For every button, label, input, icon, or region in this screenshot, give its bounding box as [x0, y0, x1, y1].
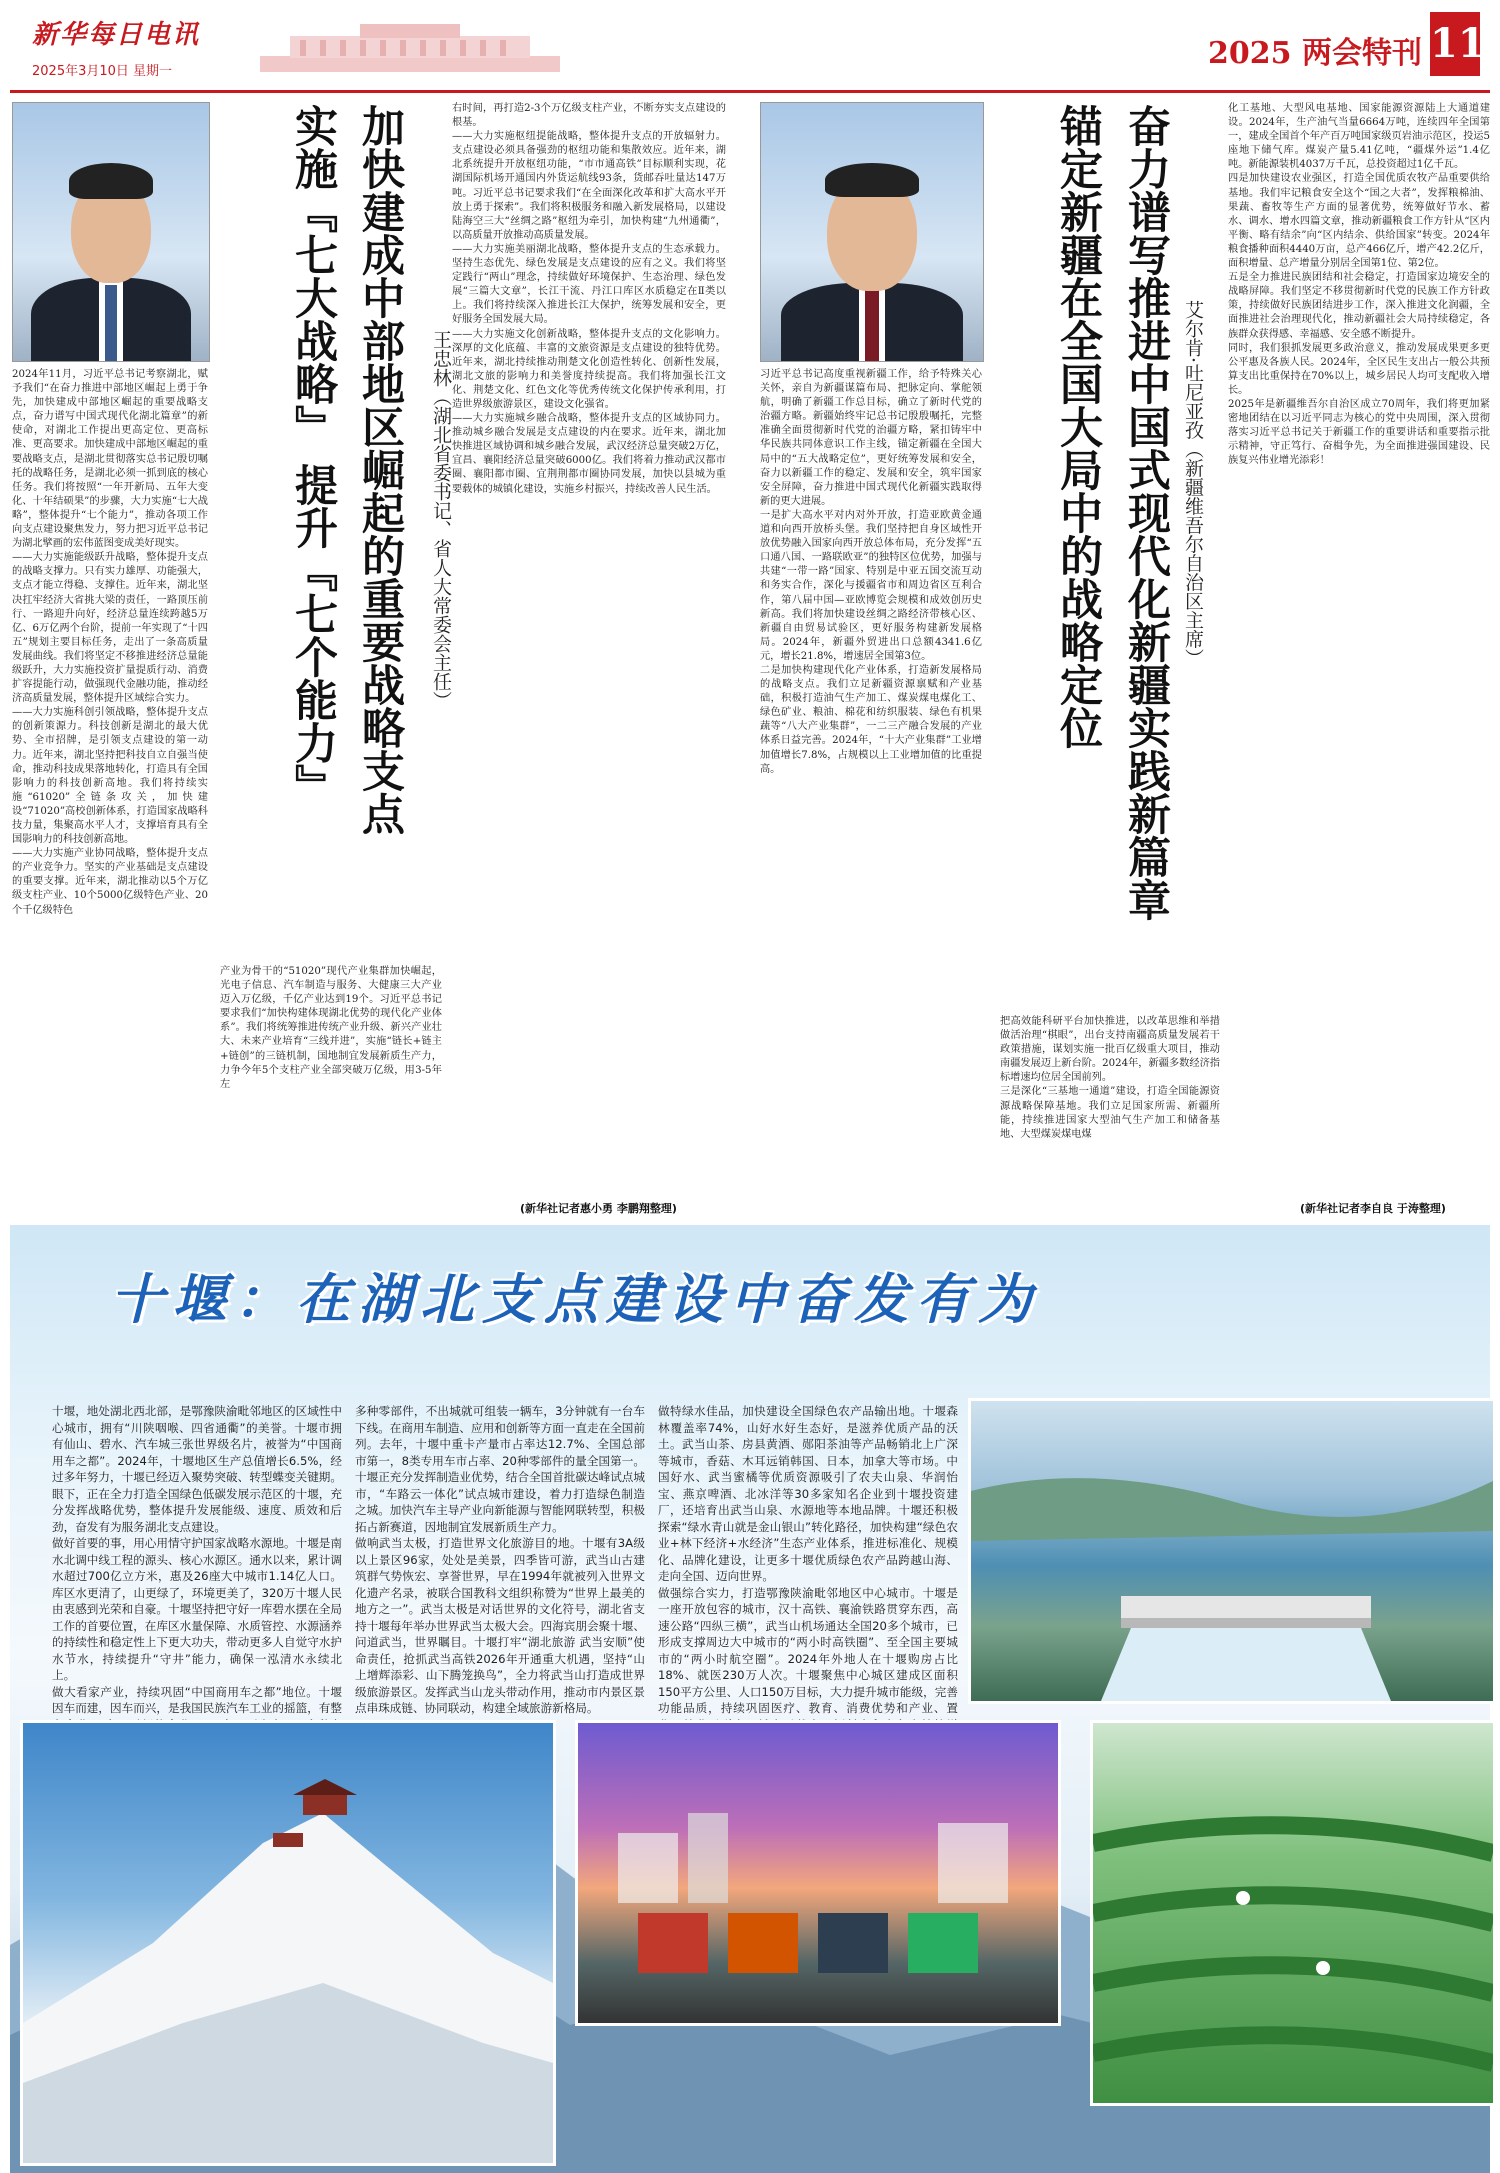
great-hall-icon — [250, 6, 570, 76]
newspaper-logo: 新华每日电讯 — [32, 20, 201, 50]
article1-credit: (新华社记者惠小勇 李鹏翔整理) — [520, 1202, 677, 1215]
reservoir-dam-photo — [968, 1398, 1496, 1704]
feature-column-2: 多种零部件，不出城就可组装一辆车，3分钟就有一台车下线。在商用车制造、应用和创新等方面一直走在全国前列。去年，十堰中重卡产量市占率达12.7%、全国总部市第一，8类专用车市占率、20种零部件的量全国第一。十堰正充分发挥制造业优势，结合全国首批碳达峰试点城市，“车路云一体化”试点城市建设，着力打造绿色制造之城。加快汽车主导产业向新能源与智能网联转型，积极拓占新赛道，因地制宜发展新质生产力。 做响武当太极，打造世界文化旅游目的地。十堰有3A级以上景区96家，处处是美景，四季皆可游，武当山古建筑群气势恢宏、享誉世界，早在1994年就被列入世界文化遗产名录，被联合国教科文组织称赞为“世界上最美的地方之一”。武当太极是对话世界的文化符号，湖北省支持十堰每年举办世界武当太极大会。四海宾朋会聚十堰、问道武当，世界瞩目。十堰打牢“湖北旅游 武当安顺”使命责任，抢抓武当高铁2026年开通重大机遇，坚持“山上增辉添彩、山下腾笼换鸟”，全力将武当山打造成世界级旅游景区。发挥武当山龙头带动作用，推动市内景区景点串珠成链、协同联动，构建全域旅游新格局。 — [355, 1404, 645, 1715]
feature-title: 十堰：在湖北支点建设中奋发有为 — [110, 1268, 1040, 1331]
article1-title-line-2: 实施『七大战略』 提升『七个能力』 — [288, 104, 338, 807]
tea-plantation-photo — [1090, 1720, 1496, 2106]
portrait-wang-zhonglin — [12, 102, 210, 362]
article2-author: 艾尔肯·吐尼亚孜（新疆维吾尔自治区主席） — [1182, 300, 1204, 668]
feature-column-1: 十堰，地处湖北西北部，是鄂豫陕渝毗邻地区的区域性中心城市，拥有“川陕咽喉、四省通衢”的美誉。十堰市拥有仙山、碧水、汽车城三张世界级名片，被誉为“中国商用车之都”。2024年，十堰地区生产总值增长6.5%，经过多年努力，十堰已经迈入聚势突破、转型蝶变关键期。眼下，正在全力打造全国绿色低碳发展示范区的十堰，充分发挥战略优势，整体提升发展能级、速度、质效和后劲，奋发有为服务湖北支点建设。 做好首要的事，用心用情守护国家战略水源地。十堰是南水北调中线工程的源头、核心水源区。通水以来，累计调水超过700亿立方米，惠及26座大中城市1.14亿人口。库区水更清了，山更绿了，环境更美了，320万十堰人民由衷感到光荣和自豪。十堰坚持把守好一库碧水摆在全局工作的首要位置，在库区水量保障、水质管控、水源涵养的持续性和稳定性上下更大功夫，带动更多人自觉守水护水节水，持续提升“守井”能力，确保一泓清水永续北上。 做大看家产业，持续巩固“中国商用车之都”地位。十堰因车而建，因车而兴，是我国民族汽车工业的摇篮，有整 — [52, 1404, 342, 1715]
article2-title-line-2: 锚定新疆在全国大局中的战略定位 — [1053, 104, 1103, 749]
article2-column-1: 习近平总书记高度重视新疆工作，给予特殊关心关怀，亲自为新疆谋篇布局、把脉定向、掌舵领航，明确了新疆工作总目标，确立了新时代党的治疆方略。新疆始终牢记总书记殷殷嘱托，完整准确全面贯彻新时代党的治疆方略，紧扣铸牢中华民族共同体意识工作主线，锚定新疆在全国大局中的“五大战略定位”，更好统筹发展和安全，奋力以新疆工作的稳定、发展和安全，筑牢国家安全屏障，奋力推进中国式现代化新疆实践取得新的更大进展。 一是扩大高水平对内对外开放，打造亚欧黄金通道和向西开放桥头堡。我们坚持把自身区域性开放优势融入国家向西开放总体布局，充分发挥“五口通八国、一路联欧亚”的独特区位优势，加强与共建“一带一路”国家、特别是中亚五国交流互动和务实合作，深化与援疆省市和周边省区互利合作，第八届中国—亚欧博览会规模和成效创历史新高。我们将加快建设丝绸之路经济带核心区、新疆自由贸易试验区，更好服务构建新发展格局。2024年，新疆外贸进出口总额4341.6亿元，增长21.8%，增速居全国第3位。 二是加快构建现代化产业体系，打造新发展格局的战略支点。我们立足新疆资源禀赋和产业基础，积极打造油气生产加工、煤炭煤电煤化工、绿色矿业、粮油、棉花和纺织服装、绿色有机果蔬等“八大产业集群”，一二三产融合发展的产业体系日益完善。2024年，“十大产业集群”工业增加值增长7.8%，占规模以上工业增加值的比重提高。 — [760, 369, 982, 775]
section-title: 2025 两会特刊 — [1208, 36, 1422, 71]
feature-column-3: 做特绿水佳品，加快建设全国绿色农产品输出地。十堰森林覆盖率74%，山好水好生态好，是滋养优质产品的沃土。武当山茶、房县黄酒、郧阳茶油等产品畅销北上广深等城市，香菇、木耳远销韩国、日本，加拿大等市场。中国好水、武当蜜橘等优质资源吸引了农夫山泉、华润怡宝、燕京啤酒、北冰洋等30多家知名企业到十堰投资建厂，还培育出武当山泉、水源地等本地品牌。十堰还积极探索“绿水青山就是金山银山”转化路径，加快构建“绿色农业+林下经济+水经济”生态产业体系，推进标准化、规模化、品牌化建设，让更多十堰优质绿色农产品跨越山海、走向全国、迈向世界。 做强综合实力，打造鄂豫陕渝毗邻地区中心城市。十堰是一座开放包容的城市，汉十高铁、襄渝铁路贯穿东西，高速公路“四纵三横”，武当山机场通达全国20多个城市，已形成支撑周边大中城市的“两小时高铁圈”、至全国主要城市的“两小时航空圈”。2024年外地人在十堰购房占比18%、就医230万人次。十堰聚焦中心城区建成区面积150平方公里、人口150万目标，大力提升城市能级，完善功能品质，持续巩固医疗、教育、消费优势和产业、置 — [658, 1404, 958, 1715]
article2-column-2: 把高效能科研平台加快推进，以改革思维和举措做活治理“棋眼”，出台支持南疆高质量发展若干政策措施，谋划实施一批百亿级重大项目，推动南疆发展迈上新台阶。2024年，新疆多数经济指标增速均位居全国前列。 三是深化“三基地一通道”建设，打造全国能源资源战略保障基地。我们立足国家所需、新疆所能，持续推进国家大型油气生产加工和储备基地、大型煤炭煤电煤 — [1000, 1016, 1220, 1140]
article2-column-3: 化工基地、大型风电基地、国家能源资源陆上大通道建设。2024年，生产油气当量6664万吨，连续四年全国第一，建成全国首个年产百万吨国家级页岩油示范区，投运5座地下储气库。煤炭产量5.41亿吨，“疆煤外运”1.4亿吨。新能源装机4037万千瓦，总投资超过1亿千瓦。 四是加快建设农业强区，打造全国优质农牧产品重要供给基地。我们牢记粮食安全这个“国之大者”，发挥粮棉油、果蔬、畜牧等生产方面的显著优势，统筹做好节水、蓄水、调水、增水四篇文章，推动新疆粮食工作方针从“区内平衡、略有结余”向“区内结余、供给国家”转变。2024年粮食播种面积4440万亩，总产466亿斤，增产42.2亿斤，面积增量、总产增量分别居全国第1位、第2位。 五是全力推进民族团结和社会稳定，打造国家边境安全的战略屏障。我们坚定不移贯彻新时代党的民族工作方针政策，持续做好民族团结进步工作，深入推进文化润疆，全面推进社会治理现代化，推动新疆社会大局持续稳定，各族群众获得感、幸福感、安全感不断提升。 同时，我们狠抓发展更多政治意义，推动发展成果更多更公平惠及各族人民。2024年，全区民生支出占一般公共预算支出比重保持在70%以上，城乡居民人均可支配收入增长。 2025年是新疆维吾尔自治区成立70周年，我们将更加紧密地团结在以习近平同志为核心的党中央周围，深入贯彻落实习近平总书记关于新疆工作的重要讲话和重要指示批示精神，守正笃行、奋楫争先，为全面推进强国建设、民族复兴伟业增光添彩！ — [1228, 103, 1490, 467]
masthead — [0, 0, 1500, 92]
article2-title-line-1: 奋力谱写推进中国式现代化新疆实践新篇章 — [1121, 104, 1171, 921]
article1-column-2: 产业为骨干的“51020”现代产业集群加快崛起，光电子信息、汽车制造与服务、大健康三大产业迈入万亿级，千亿产业达到19个。习近平总书记要求我们“加快构建体现湖北优势的现代化产业体系”。我们将统筹推进传统产业升级、新兴产业壮大、未来产业培育“三线并进”，实施“链长+链主+链创”的三链机制，国地制宜发展新质生产力，力争今年5个支柱产业全部突破万亿级，用3-5年左 — [220, 966, 442, 1090]
article1-title-line-1: 加快建成中部地区崛起的重要战略支点 — [355, 104, 405, 835]
portrait-erkin-tuniyaz — [760, 102, 984, 362]
trucks-factory-photo — [575, 1720, 1061, 2026]
article1-author: 王忠林（湖北省委书记、省人大常委会主任） — [430, 330, 452, 710]
temple-mountain-photo — [20, 1720, 556, 2166]
article1-column-1: 2024年11月，习近平总书记考察湖北，赋予我们“在奋力推进中部地区崛起上勇于争先，加快建成中部地区崛起的重要战略支点，奋力谱写中国式现代化湖北篇章”的新使命，对湖北工作提出更高定位、更高标准、更高要求。加快建成中部地区崛起的重要战略支点，是湖北贯彻落实总书记殷切嘱托的战略任务，是湖北必须一抓到底的核心任务。我们将按照“一年开新局、五年大变化、十年结硕果”的步骤，大力实施“七大战略”，整体提升“七个能力”，推动各项工作向支点建设聚焦发力，努力把习近平总书记为湖北擘画的宏伟蓝图变成美好现实。 ——大力实施能级跃升战略，整体提升支点的战略支撑力。只有实力雄厚、功能强大，支点才能立得稳、支撑住。近年来，湖北坚决扛牢经济大省挑大梁的责任，一路顶压前行、一路迎升向好，经济总量连续跨越5万亿、6万亿两个台阶，提前一年实现了“十四五”规划主要目标任务，走出了一条高质量发展曲线。我们将坚定不移推进经济总量能级跃升，大力实施投资扩量提质行动、消费扩容提能行动，做强现代金融功能，推动经济高质量发展，整体提升区域综合实力。 ——大力实施科创引领战略，整体提升支点的创新策源力。科技创新是湖北的最大优势、全市招牌，是引领支点建设的第一动力。近年来，湖北坚持把科技自立自强当使命，推动科技成果落地转化，打造具有全国影响力的科技创新高地。我们将持续实施“61020”全链条攻关，加快建设“71020”高校创新体系，打造国家战略科技力量，集聚高水平人才，支撑培育具有全国影响力的科技创新高地。 ——大力实施产业协同战略，整体提升支点的产业竞争力。坚实的产业基础是支点建设的重要支撑。近年来，湖北推动以5个万亿级支柱产业、10个5000亿级特色产业、20个千亿级特色 — [12, 369, 208, 916]
page-number: 11 — [1430, 12, 1480, 76]
article1-column-3: 右时间，再打造2-3个万亿级支柱产业，不断夯实支点建设的根基。 ——大力实施枢纽提能战略，整体提升支点的开放辐射力。支点建设必须具备强劲的枢纽功能和集散效应。近年来，湖北系统提升开放枢纽功能，“市市通高铁”目标顺利实现，花湖国际机场开通国内外货运航线93条，货邮吞吐量达147万吨。习近平总书记要求我们“在全面深化改革和扩大高水平开放上勇于探索”。我们将积极服务和融入新发展格局，以建设陆海空三大“丝绸之路”枢纽为牵引，加快构建“九州通衢”，以高质量开放推动高质量发展。 ——大力实施美丽湖北战略，整体提升支点的生态承载力。坚持生态优先、绿色发展是支点建设的应有之义。我们将坚定践行“两山”理念，持续做好环境保护、生态治理、绿色发展“三篇大文章”，长江干流、丹江口库区水质稳定在Ⅱ类以上。我们将持续深入推进长江大保护，统筹发展和安全，更好服务全国发展大局。 ——大力实施文化创新战略，整体提升支点的文化影响力。深厚的文化底蕴、丰富的文旅资源是支点建设的独特优势。近年来，湖北持续推动荆楚文化创造性转化、创新性发展，湖北文旅的影响力和美誉度持续提高。我们将加强长江文化、荆楚文化、红色文化等优秀传统文化保护传承利用，打造世界级旅游景区，建设文化强省。 ——大力实施城乡融合战略，整体提升支点的区域协同力。推动城乡融合发展是支点建设的内在要求。近年来，湖北加快推进区域协调和城乡融合发展，武汉经济总量突破2万亿，宜昌、襄阳经济总量突破6000亿。我们将着力推动武汉都市圈、襄阳都市圈、宜荆荆都市圈协同发展，加快以县城为重要载体的城镇化建设，实施乡村振兴，持续改善人民生活。 — [452, 103, 726, 495]
article2-credit: (新华社记者李自良 于涛整理) — [1300, 1202, 1446, 1215]
issue-date: 2025年3月10日 星期一 — [32, 64, 173, 79]
masthead-rule — [10, 90, 1490, 93]
